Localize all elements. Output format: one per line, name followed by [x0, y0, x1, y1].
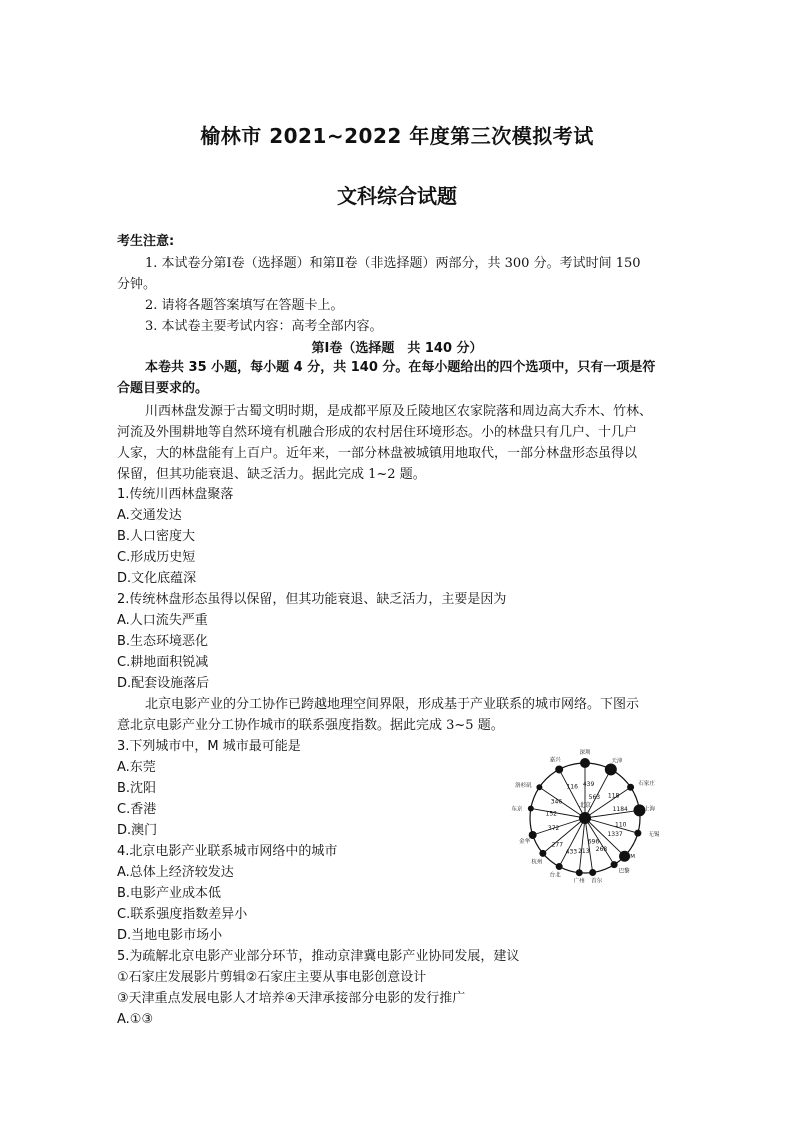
city-label: 天津	[611, 758, 623, 765]
city-label: 金华	[519, 838, 531, 845]
link-value: 152	[545, 810, 557, 818]
option: D.当地电影市场小	[117, 928, 223, 943]
section-instruction: 合题目要求的。	[117, 381, 209, 396]
city-node	[619, 851, 630, 862]
city-node	[576, 869, 583, 876]
city-label: 首尔	[591, 878, 603, 885]
center-node	[579, 812, 591, 824]
city-label: 台北	[549, 872, 561, 879]
option: D.澳门	[117, 823, 158, 838]
option: A.交通发达	[117, 508, 182, 523]
link-value: 213	[578, 847, 590, 855]
statement-line: ①石家庄发展影片剪辑②石家庄主要从事电影创意设计	[117, 970, 427, 985]
passage-line: 人家，大的林盘能有上百户。近年来，一部分林盘被城镇用地取代，一部分林盘形态虽得以	[117, 446, 638, 461]
section-instruction: 本卷共 35 小题，每小题 4 分，共 140 分。在每小题给出的四个选项中，只有一项是符	[145, 360, 656, 375]
question-stem: 5.为疏解北京电影产业部分环节，推动京津冀电影产业协同发展，建议	[117, 949, 520, 964]
link-value: 372	[547, 825, 560, 833]
city-node	[611, 861, 618, 868]
city-node	[539, 850, 546, 857]
option: B.电影产业成本低	[117, 886, 222, 901]
question-stem: 4.北京电影产业联系城市网络中的城市	[117, 844, 338, 859]
city-label: 石家庄	[638, 781, 655, 788]
link-value: 1337	[607, 831, 623, 839]
passage-line: 北京电影产业的分工协作已跨越地理空间界限，形成基于产业联系的城市网络。下图示	[145, 697, 640, 712]
notice-heading: 考生注意:	[117, 234, 175, 249]
option: B.人口密度大	[117, 529, 196, 544]
city-label: 深圳	[579, 750, 591, 756]
city-label: 无锡	[648, 832, 660, 839]
option: B.沈阳	[117, 781, 157, 796]
option: A.人口流失严重	[117, 613, 208, 628]
city-node	[536, 784, 542, 790]
question-stem: 1.传统川西林盘聚落	[117, 487, 234, 502]
city-label: 上海	[643, 806, 655, 813]
notice-line: 2. 请将各题答案填写在答题卡上。	[145, 298, 344, 313]
link-value: 433	[565, 848, 578, 856]
city-node	[580, 758, 590, 768]
city-label: 广州	[573, 878, 585, 885]
city-label: 嘉兴	[549, 757, 561, 764]
link-value: 346	[550, 798, 563, 806]
question-stem: 3.下列城市中，M 城市最可能是	[117, 739, 301, 754]
notice-line: 3. 本试卷主要考试内容：高考全部内容。	[145, 319, 383, 334]
link-value: 118	[607, 792, 620, 800]
city-label: M	[630, 854, 635, 861]
passage-line: 河流及外围耕地等自然环境有机融合形成的农村居住环境形态。小的林盘只有几户、十几户	[117, 425, 638, 440]
passage-line: 川西林盘发源于古蜀文明时期，是成都平原及丘陵地区农家院落和周边高大乔木、竹林、	[145, 404, 653, 419]
link-line	[579, 818, 585, 873]
option: C.联系强度指数差异小	[117, 907, 248, 922]
link-value: 696	[587, 838, 600, 846]
link-line	[559, 769, 585, 818]
option: D.配套设施落后	[117, 676, 210, 691]
link-value: 1184	[612, 806, 628, 814]
city-node	[627, 784, 634, 791]
option: A.东莞	[117, 760, 156, 775]
city-node	[634, 830, 641, 837]
option: C.形成历史短	[117, 550, 196, 565]
city-node	[605, 763, 617, 775]
passage-line: 意北京电影产业分工协作城市的联系强度指数。据此完成 3~5 题。	[117, 718, 504, 733]
link-value: 110	[615, 821, 627, 829]
section-heading: 第Ⅰ卷（选择题 共 140 分）	[311, 341, 483, 356]
link-line	[531, 808, 585, 818]
passage-line: 保留，但其功能衰退、缺乏活力。据此完成 1~2 题。	[117, 467, 426, 482]
link-value: 563	[588, 793, 601, 801]
notice-line: 1. 本试卷分第Ⅰ卷（选择题）和第Ⅱ卷（非选择题）两部分，共 300 分。考试时间 150	[145, 256, 641, 271]
center-label: 北京	[578, 802, 592, 809]
option: A.总体上经济较发达	[117, 865, 234, 880]
question-stem: 2.传统林盘形态虽得以保留，但其功能衰退、缺乏活力，主要是因为	[117, 592, 507, 607]
city-node	[529, 831, 537, 839]
notice-line: 分钟。	[117, 277, 157, 292]
link-value: 277	[551, 841, 564, 849]
city-network-diagram	[495, 748, 685, 896]
city-label: 洛杉矶	[515, 783, 532, 790]
city-node	[556, 863, 563, 870]
option: D.文化底蕴深	[117, 571, 197, 586]
link-value: 268	[595, 846, 608, 854]
city-label: 东京	[511, 806, 523, 813]
city-node	[528, 805, 534, 811]
statement-line: ③天津重点发展电影人才培养④天津承接部分电影的发行推广	[117, 991, 466, 1006]
city-node	[555, 765, 563, 773]
link-value: 116	[566, 783, 578, 791]
city-node	[589, 869, 596, 876]
option: C.耕地面积锐减	[117, 655, 209, 670]
city-label: 杭州	[531, 859, 543, 866]
link-value: 439	[582, 781, 595, 789]
option: B.生态环境恶化	[117, 634, 209, 649]
option: C.香港	[117, 802, 157, 817]
exam-title: 榆林市 2021~2022 年度第三次模拟考试	[200, 124, 594, 148]
option: A.①③	[117, 1012, 154, 1027]
exam-subtitle: 文科综合试题	[337, 184, 457, 208]
city-label: 巴黎	[618, 868, 630, 875]
